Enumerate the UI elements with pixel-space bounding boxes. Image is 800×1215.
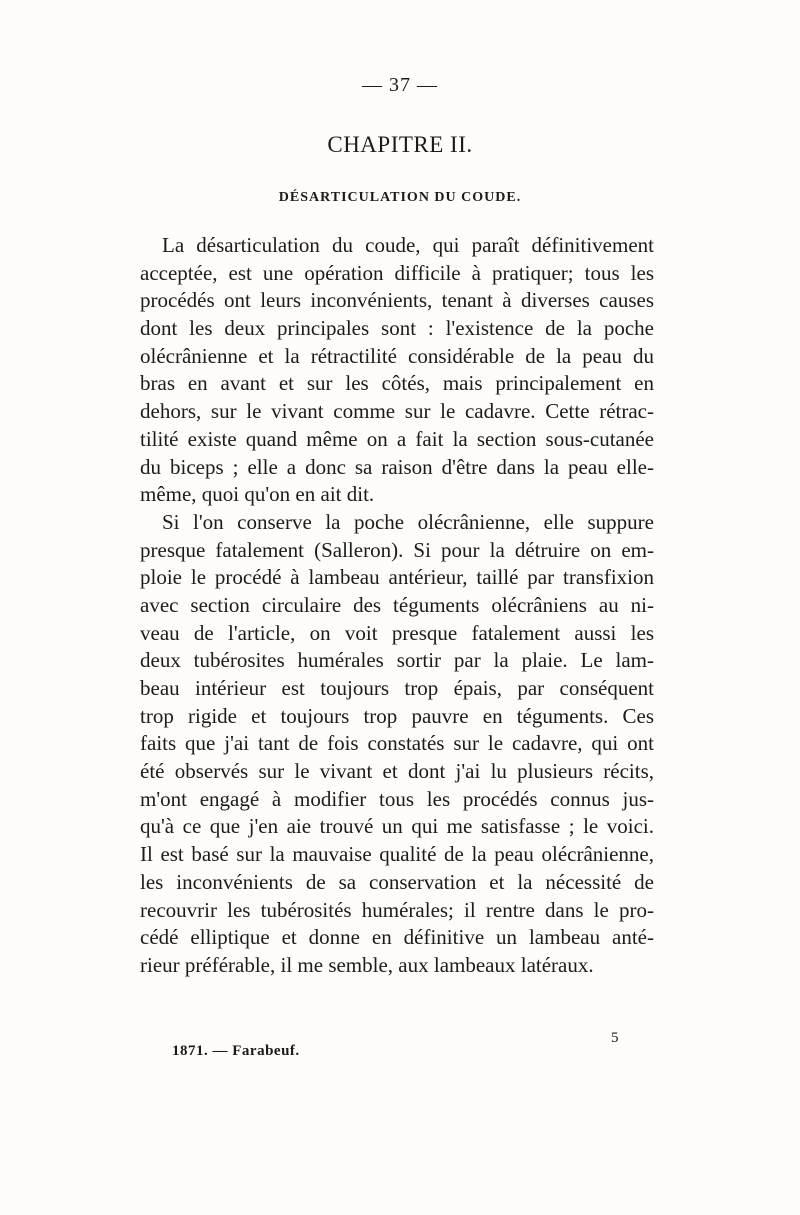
text-line: acceptée, est une opération difficile à pratiquer; tous les — [140, 260, 654, 285]
text-line: avec section circulaire des téguments olécrâniens au ni- — [140, 592, 654, 617]
text-line: deux tubérosites humérales sortir par la plaie. Le lam- — [140, 648, 654, 673]
page-number: — 37 — — [362, 74, 438, 96]
text-line: olécrânienne et la rétractilité considérable de la peau du — [140, 343, 654, 368]
text-line: recouvrir les tubérosités humérales; il rentre dans le pro- — [140, 897, 654, 922]
text-line: du biceps ; elle a donc sa raison d'être dans la peau elle- — [140, 454, 654, 479]
sheet-number: 5 — [611, 1030, 619, 1046]
text-line: cédé elliptique et donne en définitive un lambeau anté- — [140, 925, 654, 950]
text-line: ploie le procédé à lambeau antérieur, taillé par transfixion — [140, 565, 654, 590]
text-line: beau intérieur est toujours trop épais, par conséquent — [140, 676, 654, 700]
text-line: été observés sur le vivant et dont j'ai lu plusieurs récits, — [140, 759, 654, 784]
text-line: même, quoi qu'on en ait dit. — [140, 482, 375, 507]
text-line: rieur préférable, il me semble, aux lambeaux latéraux. — [140, 952, 594, 977]
text-line: La désarticulation du coude, qui paraît définitivement — [162, 233, 654, 257]
text-line: faits que j'ai tant de fois constatés sur le cadavre, qui ont — [140, 731, 654, 756]
text-line: bras en avant et sur les côtés, mais principalement en — [140, 371, 654, 396]
footer-signature: 1871. — Farabeuf. — [172, 1043, 300, 1059]
text-line: veau de l'article, on voit presque fatalement aussi les — [140, 620, 654, 645]
chapter-title: CHAPITRE II. — [327, 132, 473, 157]
body-text — [140, 232, 654, 980]
text-line: les inconvénients de sa conservation et la nécessité de — [140, 869, 654, 894]
text-line: Si l'on conserve la poche olécrânienne, elle suppure — [162, 509, 654, 534]
text-line: m'ont engagé à modifier tous les procédés connus jus- — [140, 786, 654, 811]
text-line: tilité existe quand même on a fait la section sous-cutanée — [140, 426, 654, 451]
text-line: Il est basé sur la mauvaise qualité de la peau olécrânienne, — [140, 842, 654, 867]
text-line: qu'à ce que j'en aie trouvé un qui me satisfasse ; le voici. — [140, 814, 654, 839]
text-line: trop rigide et toujours trop pauvre en téguments. Ces — [140, 703, 654, 728]
text-line: dehors, sur le vivant comme sur le cadavre. Cette rétrac- — [140, 399, 654, 424]
text-line: presque fatalement (Salleron). Si pour la détruire on em- — [140, 537, 654, 562]
section-title: DÉSARTICULATION DU COUDE. — [278, 190, 522, 205]
text-line: procédés ont leurs inconvénients, tenant à diverses causes — [140, 288, 654, 313]
text-line: dont les deux principales sont : l'existence de la poche — [140, 316, 654, 341]
